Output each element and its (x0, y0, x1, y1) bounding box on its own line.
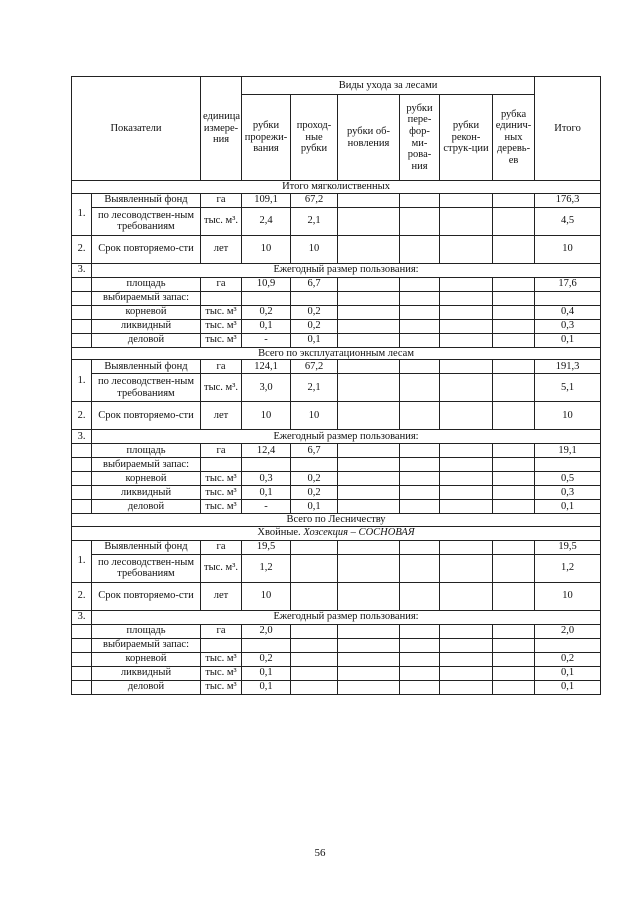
empty-cell (400, 666, 440, 680)
empty-cell (493, 486, 535, 500)
value-thinning: - (242, 500, 291, 514)
header-type-renewal: рубки об-новления (338, 95, 400, 181)
table-row (72, 444, 601, 458)
table-row (72, 277, 601, 291)
empty-cell (400, 652, 440, 666)
value-total: 4,5 (535, 207, 601, 235)
empty-cell (493, 652, 535, 666)
value-passage: 0,2 (291, 305, 338, 319)
header-care-types: Виды ухода за лесами (242, 77, 535, 95)
value-total: 0,2 (535, 652, 601, 666)
section-title: Итого мягколиственных (72, 181, 601, 194)
table-row (72, 181, 601, 194)
value-passage: 0,2 (291, 319, 338, 333)
empty-cell (338, 291, 400, 305)
table-row (72, 514, 601, 527)
value-passage (291, 652, 338, 666)
row-number: 2. (72, 402, 92, 430)
table-row (72, 486, 601, 500)
empty-cell (493, 554, 535, 582)
value-total: 19,1 (535, 444, 601, 458)
empty-cell (493, 333, 535, 347)
unit-cell: лет (201, 235, 242, 263)
unit-cell: тыс. м³ (201, 486, 242, 500)
empty-cell (291, 638, 338, 652)
value-thinning: 2,4 (242, 207, 291, 235)
empty-cell (493, 540, 535, 554)
value-passage (291, 554, 338, 582)
empty-cell (72, 305, 92, 319)
value-passage: 2,1 (291, 374, 338, 402)
subtitle-prefix: Хвойные. (257, 527, 304, 539)
value-thinning: 3,0 (242, 374, 291, 402)
section-title: Всего по эксплуатационным лесам (72, 347, 601, 360)
table-row (72, 526, 601, 540)
empty-cell (493, 500, 535, 514)
empty-cell (242, 638, 291, 652)
empty-cell (440, 680, 493, 694)
value-passage: 6,7 (291, 444, 338, 458)
value-total: 19,5 (535, 540, 601, 554)
empty-cell (400, 624, 440, 638)
empty-cell (72, 319, 92, 333)
unit-cell: лет (201, 402, 242, 430)
table-row (72, 235, 601, 263)
row-label: деловой (92, 333, 201, 347)
value-passage (291, 680, 338, 694)
empty-cell (493, 638, 535, 652)
value-total: 0,1 (535, 333, 601, 347)
value-total: 176,3 (535, 193, 601, 207)
empty-cell (493, 374, 535, 402)
row-label: выбираемый запас: (92, 638, 201, 652)
value-thinning: 124,1 (242, 360, 291, 374)
value-thinning: 0,1 (242, 319, 291, 333)
empty-cell (440, 235, 493, 263)
value-thinning: 10,9 (242, 277, 291, 291)
value-thinning: 0,3 (242, 472, 291, 486)
value-passage: 2,1 (291, 207, 338, 235)
forest-care-table (71, 76, 601, 695)
value-thinning: 19,5 (242, 540, 291, 554)
row-label: Выявленный фонд (92, 540, 201, 554)
row-label: Срок повторяемо-сти (92, 235, 201, 263)
unit-cell: тыс. м³ (201, 500, 242, 514)
empty-cell (72, 500, 92, 514)
empty-cell (400, 472, 440, 486)
value-thinning: 0,2 (242, 305, 291, 319)
value-passage: 0,2 (291, 472, 338, 486)
empty-cell (440, 486, 493, 500)
empty-cell (493, 235, 535, 263)
row-label: корневой (92, 652, 201, 666)
empty-cell (535, 458, 601, 472)
row-number: 2. (72, 582, 92, 610)
header-indicators: Показатели (72, 77, 201, 181)
empty-cell (440, 360, 493, 374)
empty-cell (493, 472, 535, 486)
empty-cell (440, 472, 493, 486)
empty-cell (338, 235, 400, 263)
row-number: 3. (72, 263, 92, 277)
table-row (72, 207, 601, 235)
row-label: Ежегодный размер пользования: (92, 430, 601, 444)
empty-cell (338, 277, 400, 291)
empty-cell (440, 444, 493, 458)
header-type-reconstruction: рубки рекон-струк-ции (440, 95, 493, 181)
value-thinning: - (242, 333, 291, 347)
value-total: 17,6 (535, 277, 601, 291)
empty-cell (72, 486, 92, 500)
empty-cell (400, 540, 440, 554)
empty-cell (440, 333, 493, 347)
value-passage: 0,1 (291, 333, 338, 347)
row-label: Выявленный фонд (92, 360, 201, 374)
table-row (72, 554, 601, 582)
empty-cell (72, 444, 92, 458)
empty-cell (440, 319, 493, 333)
empty-cell (400, 554, 440, 582)
value-thinning: 10 (242, 402, 291, 430)
value-total: 0,1 (535, 680, 601, 694)
empty-cell (72, 333, 92, 347)
unit-cell: га (201, 444, 242, 458)
value-total: 0,1 (535, 666, 601, 680)
row-label: по лесоводствен-ным требованиям (92, 554, 201, 582)
empty-cell (400, 193, 440, 207)
row-label: площадь (92, 624, 201, 638)
empty-cell (400, 582, 440, 610)
empty-cell (338, 319, 400, 333)
row-label: Ежегодный размер пользования: (92, 610, 601, 624)
row-label: деловой (92, 680, 201, 694)
empty-cell (400, 277, 440, 291)
empty-cell (400, 235, 440, 263)
empty-cell (400, 333, 440, 347)
table-row (72, 305, 601, 319)
empty-cell (493, 666, 535, 680)
value-passage: 10 (291, 235, 338, 263)
empty-cell (72, 666, 92, 680)
empty-cell (400, 458, 440, 472)
empty-cell (400, 402, 440, 430)
empty-cell (493, 305, 535, 319)
row-label: выбираемый запас: (92, 458, 201, 472)
table-row (72, 624, 601, 638)
value-total: 191,3 (535, 360, 601, 374)
value-passage: 0,2 (291, 486, 338, 500)
empty-cell (493, 680, 535, 694)
value-passage (291, 540, 338, 554)
unit-cell: тыс. м³ (201, 333, 242, 347)
empty-cell (400, 500, 440, 514)
value-thinning: 109,1 (242, 193, 291, 207)
value-thinning: 10 (242, 235, 291, 263)
value-thinning: 0,1 (242, 666, 291, 680)
empty-cell (338, 207, 400, 235)
unit-cell: га (201, 360, 242, 374)
unit-cell: тыс. м³. (201, 374, 242, 402)
value-passage (291, 666, 338, 680)
value-total: 5,1 (535, 374, 601, 402)
value-total: 0,5 (535, 472, 601, 486)
empty-cell (72, 680, 92, 694)
page-number: 56 (314, 847, 326, 859)
row-label: ликвидный (92, 319, 201, 333)
header-type-thinning: рубки прорежи-вания (242, 95, 291, 181)
table-row (72, 291, 601, 305)
empty-cell (400, 305, 440, 319)
empty-cell (493, 207, 535, 235)
unit-cell: тыс. м³ (201, 666, 242, 680)
table-row (72, 319, 601, 333)
empty-cell (72, 652, 92, 666)
value-passage: 0,1 (291, 500, 338, 514)
empty-cell (493, 291, 535, 305)
table-row (72, 680, 601, 694)
empty-cell (338, 444, 400, 458)
unit-cell: га (201, 277, 242, 291)
empty-cell (338, 554, 400, 582)
row-label: Ежегодный размер пользования: (92, 263, 601, 277)
empty-cell (338, 305, 400, 319)
empty-cell (72, 458, 92, 472)
header-total: Итого (535, 77, 601, 181)
empty-cell (338, 582, 400, 610)
row-label: деловой (92, 500, 201, 514)
empty-cell (440, 291, 493, 305)
value-passage (291, 624, 338, 638)
empty-cell (440, 207, 493, 235)
unit-cell: тыс. м³. (201, 207, 242, 235)
unit-cell: тыс. м³ (201, 652, 242, 666)
empty-cell (493, 277, 535, 291)
empty-cell (201, 638, 242, 652)
empty-cell (400, 319, 440, 333)
row-number: 2. (72, 235, 92, 263)
empty-cell (493, 360, 535, 374)
empty-cell (338, 652, 400, 666)
empty-cell (400, 638, 440, 652)
empty-cell (493, 458, 535, 472)
value-thinning: 0,1 (242, 680, 291, 694)
header-unit: единица измере-ния (201, 77, 242, 181)
row-label: Срок повторяемо-сти (92, 582, 201, 610)
value-total: 0,3 (535, 319, 601, 333)
empty-cell (535, 638, 601, 652)
value-total: 10 (535, 235, 601, 263)
row-label: по лесоводствен-ным требованиям (92, 207, 201, 235)
empty-cell (400, 374, 440, 402)
empty-cell (400, 680, 440, 694)
section-title: Всего по Лесничеству (72, 514, 601, 527)
value-total: 10 (535, 402, 601, 430)
value-total: 0,4 (535, 305, 601, 319)
empty-cell (338, 666, 400, 680)
value-passage (291, 582, 338, 610)
unit-cell: тыс. м³. (201, 554, 242, 582)
empty-cell (493, 193, 535, 207)
row-label: площадь (92, 444, 201, 458)
empty-cell (535, 291, 601, 305)
empty-cell (440, 540, 493, 554)
row-number: 1. (72, 360, 92, 402)
value-passage: 67,2 (291, 360, 338, 374)
table-row (72, 347, 601, 360)
table-row (72, 360, 601, 374)
empty-cell (291, 458, 338, 472)
value-thinning: 2,0 (242, 624, 291, 638)
unit-cell: тыс. м³ (201, 305, 242, 319)
table-row (72, 402, 601, 430)
value-passage: 67,2 (291, 193, 338, 207)
table-row (72, 610, 601, 624)
value-thinning: 1,2 (242, 554, 291, 582)
empty-cell (338, 360, 400, 374)
header-type-passage: проход-ные рубки (291, 95, 338, 181)
empty-cell (338, 624, 400, 638)
table-row (72, 263, 601, 277)
empty-cell (493, 444, 535, 458)
empty-cell (440, 638, 493, 652)
value-total: 0,1 (535, 500, 601, 514)
empty-cell (493, 402, 535, 430)
row-label: корневой (92, 305, 201, 319)
empty-cell (440, 305, 493, 319)
empty-cell (400, 291, 440, 305)
table-row (72, 500, 601, 514)
unit-cell: лет (201, 582, 242, 610)
empty-cell (440, 277, 493, 291)
unit-cell: га (201, 540, 242, 554)
value-total: 0,3 (535, 486, 601, 500)
empty-cell (440, 500, 493, 514)
subtitle-section: Хозсекция – СОСНОВАЯ (303, 527, 415, 539)
value-total: 2,0 (535, 624, 601, 638)
empty-cell (440, 666, 493, 680)
section-subtitle (72, 526, 601, 540)
unit-cell: га (201, 193, 242, 207)
empty-cell (400, 360, 440, 374)
empty-cell (440, 652, 493, 666)
table-row (72, 472, 601, 486)
empty-cell (338, 472, 400, 486)
empty-cell (338, 638, 400, 652)
value-thinning: 0,2 (242, 652, 291, 666)
value-thinning: 0,1 (242, 486, 291, 500)
row-label: площадь (92, 277, 201, 291)
table-row (72, 374, 601, 402)
empty-cell (493, 319, 535, 333)
empty-cell (338, 402, 400, 430)
table-row (72, 540, 601, 554)
row-label: ликвидный (92, 666, 201, 680)
empty-cell (338, 374, 400, 402)
empty-cell (72, 624, 92, 638)
empty-cell (400, 486, 440, 500)
empty-cell (440, 554, 493, 582)
unit-cell: тыс. м³ (201, 680, 242, 694)
empty-cell (338, 540, 400, 554)
empty-cell (72, 638, 92, 652)
empty-cell (493, 582, 535, 610)
table-row (72, 193, 601, 207)
row-number: 3. (72, 430, 92, 444)
empty-cell (72, 472, 92, 486)
row-number: 3. (72, 610, 92, 624)
unit-cell: тыс. м³ (201, 472, 242, 486)
empty-cell (72, 291, 92, 305)
empty-cell (338, 458, 400, 472)
empty-cell (440, 458, 493, 472)
row-number: 1. (72, 540, 92, 582)
empty-cell (400, 207, 440, 235)
empty-cell (493, 624, 535, 638)
unit-cell: тыс. м³ (201, 319, 242, 333)
empty-cell (242, 458, 291, 472)
value-total: 1,2 (535, 554, 601, 582)
table-row (72, 458, 601, 472)
empty-cell (201, 291, 242, 305)
table-row (72, 582, 601, 610)
table-row (72, 666, 601, 680)
empty-cell (440, 624, 493, 638)
unit-cell: га (201, 624, 242, 638)
value-thinning: 10 (242, 582, 291, 610)
header-type-reformation: рубки пере-фор-ми-рова-ния (400, 95, 440, 181)
table-row (72, 430, 601, 444)
table-row (72, 333, 601, 347)
empty-cell (338, 500, 400, 514)
row-number: 1. (72, 193, 92, 235)
empty-cell (201, 458, 242, 472)
value-passage: 6,7 (291, 277, 338, 291)
row-label: по лесоводствен-ным требованиям (92, 374, 201, 402)
row-label: выбираемый запас: (92, 291, 201, 305)
row-label: Срок повторяемо-сти (92, 402, 201, 430)
value-total: 10 (535, 582, 601, 610)
value-passage: 10 (291, 402, 338, 430)
empty-cell (72, 277, 92, 291)
empty-cell (338, 193, 400, 207)
table-row (72, 652, 601, 666)
empty-cell (440, 193, 493, 207)
header-type-single-trees: рубка единич-ных деревь-ев (493, 95, 535, 181)
empty-cell (242, 291, 291, 305)
empty-cell (440, 374, 493, 402)
empty-cell (400, 444, 440, 458)
row-label: ликвидный (92, 486, 201, 500)
empty-cell (338, 680, 400, 694)
empty-cell (338, 333, 400, 347)
table-row (72, 638, 601, 652)
value-thinning: 12,4 (242, 444, 291, 458)
empty-cell (291, 291, 338, 305)
empty-cell (440, 582, 493, 610)
row-label: Выявленный фонд (92, 193, 201, 207)
empty-cell (338, 486, 400, 500)
row-label: корневой (92, 472, 201, 486)
empty-cell (440, 402, 493, 430)
